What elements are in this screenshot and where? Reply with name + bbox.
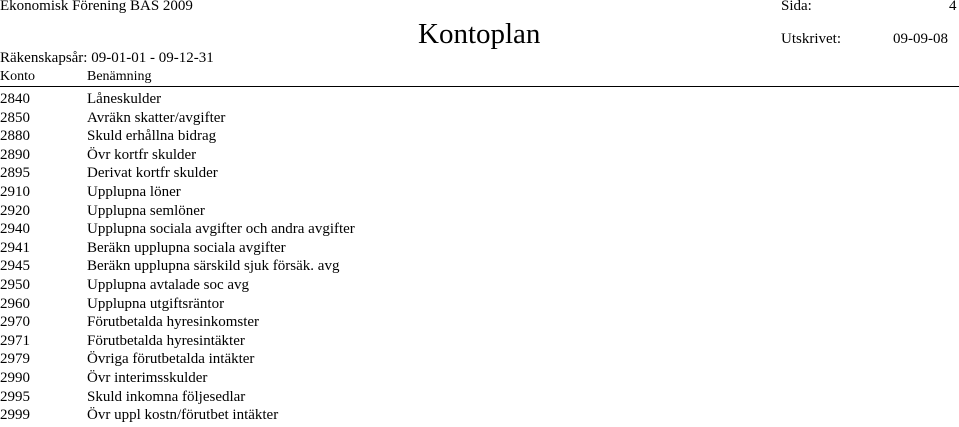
organization-name: Ekonomisk Förening BAS 2009 <box>0 0 193 14</box>
table-row <box>0 276 959 295</box>
account-name: Övr uppl kostn/förutbet intäkter <box>87 407 279 424</box>
account-name: Derivat kortfr skulder <box>87 165 218 182</box>
account-name: Beräkn upplupna sociala avgifter <box>87 239 286 256</box>
table-row <box>0 332 959 351</box>
account-name: Upplupna sociala avgifter och andra avgifter <box>87 221 355 238</box>
table-row <box>0 164 959 183</box>
account-name: Förutbetalda hyresinkomster <box>87 314 260 331</box>
account-name: Övr kortfr skulder <box>87 146 197 163</box>
account-code: 2895 <box>0 165 30 182</box>
account-name: Förutbetalda hyresintäkter <box>87 332 245 349</box>
printed-date: 09-09-08 <box>893 31 948 47</box>
table-row <box>0 127 959 146</box>
account-name: Skuld erhållna bidrag <box>87 128 217 145</box>
table-row <box>0 295 959 314</box>
account-code: 2999 <box>0 407 30 424</box>
account-code: 2941 <box>0 239 30 256</box>
account-code: 2970 <box>0 314 30 331</box>
header-rule <box>0 86 959 87</box>
account-code: 2840 <box>0 91 30 107</box>
column-header-name: Benämning <box>87 69 152 84</box>
account-code: 2850 <box>0 109 30 126</box>
table-row <box>0 90 959 109</box>
account-name: Beräkn upplupna särskild sjuk försäk. avg <box>87 258 340 275</box>
table-row <box>0 313 959 332</box>
account-code: 2880 <box>0 128 30 145</box>
account-code: 2890 <box>0 146 30 163</box>
account-list <box>0 90 959 425</box>
account-code: 2940 <box>0 221 30 238</box>
table-row <box>0 239 959 258</box>
table-row <box>0 388 959 407</box>
table-row <box>0 183 959 202</box>
account-code: 2920 <box>0 202 30 219</box>
account-name: Upplupna löner <box>87 183 181 200</box>
account-code: 2950 <box>0 276 30 293</box>
account-name: Upplupna semlöner <box>87 202 205 219</box>
account-code: 2995 <box>0 388 30 405</box>
table-row <box>0 220 959 239</box>
table-row <box>0 257 959 276</box>
table-row <box>0 109 959 128</box>
table-row <box>0 202 959 221</box>
table-row <box>0 406 959 425</box>
printed-label: Utskrivet: <box>781 31 841 47</box>
account-name: Avräkn skatter/avgifter <box>87 109 226 126</box>
account-code: 2979 <box>0 351 30 368</box>
column-header-account: Konto <box>0 69 35 84</box>
account-code: 2910 <box>0 183 30 200</box>
account-name: Upplupna avtalade soc avg <box>87 276 250 293</box>
table-row <box>0 146 959 165</box>
page-label: Sida: <box>781 0 812 14</box>
report-title: Kontoplan <box>418 18 541 50</box>
table-row <box>0 350 959 369</box>
account-code: 2990 <box>0 369 30 386</box>
account-name: Upplupna utgiftsräntor <box>87 295 225 312</box>
account-name: Övriga förutbetalda intäkter <box>87 351 255 368</box>
account-name: Låneskulder <box>87 91 162 107</box>
table-row <box>0 369 959 388</box>
fiscal-year: Räkenskapsår: 09-01-01 - 09-12-31 <box>0 50 214 66</box>
account-code: 2971 <box>0 332 30 349</box>
account-name: Övr interimsskulder <box>87 369 208 386</box>
account-code: 2945 <box>0 258 30 275</box>
page-number: 4 <box>949 0 957 14</box>
account-name: Skuld inkomna följesedlar <box>87 388 246 405</box>
account-code: 2960 <box>0 295 30 312</box>
